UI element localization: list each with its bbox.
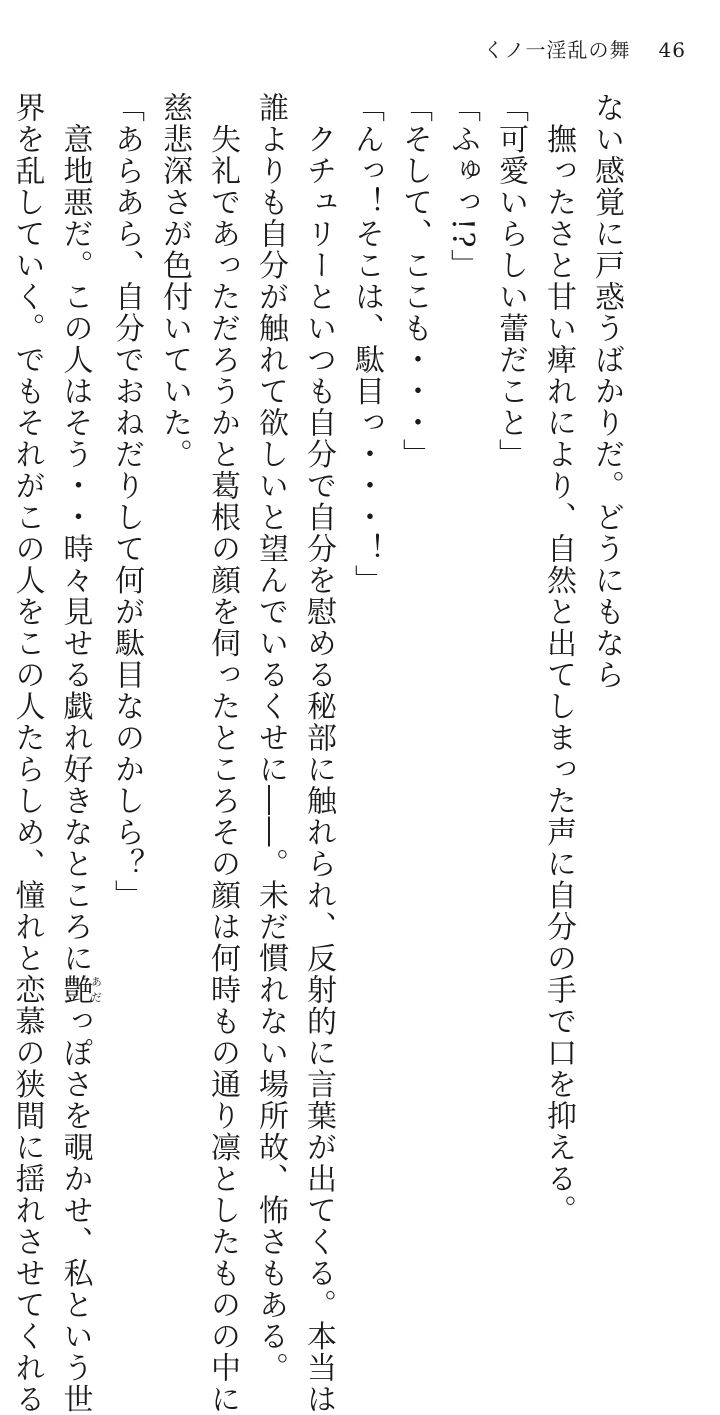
text-line: 「可愛いらしい蕾だこと」 [486,92,534,1172]
text-segment: っぽさを覗かせ、私という世 [58,1006,93,1415]
text-line: 失礼であっただろうかと葛根の顔を伺ったところその顔は何時もの通り凛としたものの中に [198,92,246,1172]
text-line: 誰よりも自分が触れて欲しいと望んでいるくせに――。未だ慣れない場所故、怖さもある。 [246,92,294,1172]
ruby-reading: あだ [90,974,103,1006]
vertical-body-text [0,92,630,1172]
text-line: 「あらあら、自分でおねだりして何が駄目なのかしら？」 [102,92,150,1172]
text-segment: 意地悪だ。この人はそう・・時々見せる戯れ好きなところに [58,92,93,974]
text-line: 慈悲深さが色付いていた。 [150,92,198,1172]
text-line: ない感覚に戸惑うばかりだ。どうにもなら [582,92,630,1172]
text-line-with-ruby [51,92,103,1172]
text-line: 「そして、ここも・・・」 [390,92,438,1172]
ruby-base: 艶 [58,974,93,1006]
text-line: 界を乱していく。でもそれがこの人をこの人たらしめ、憧れと恋慕の狭間に揺れさせてくれる [3,92,51,1172]
text-line: 撫ったさと甘い痺れにより、自然と出てしまった声に自分の手で口を抑える。 [534,92,582,1172]
running-header [484,34,686,63]
ruby-annotation [58,974,93,1006]
book-title: くノ一淫乱の舞 [484,38,631,62]
text-line: クチュリーといつも自分で自分を慰める秘部に触れられ、反射的に言葉が出てくる。本当は [294,92,342,1172]
page-number: 46 [659,38,686,62]
text-line: 「ふゅっ!?」 [438,92,486,1172]
text-line: 「んっ！そこは、駄目っ・・・！」 [342,92,390,1172]
